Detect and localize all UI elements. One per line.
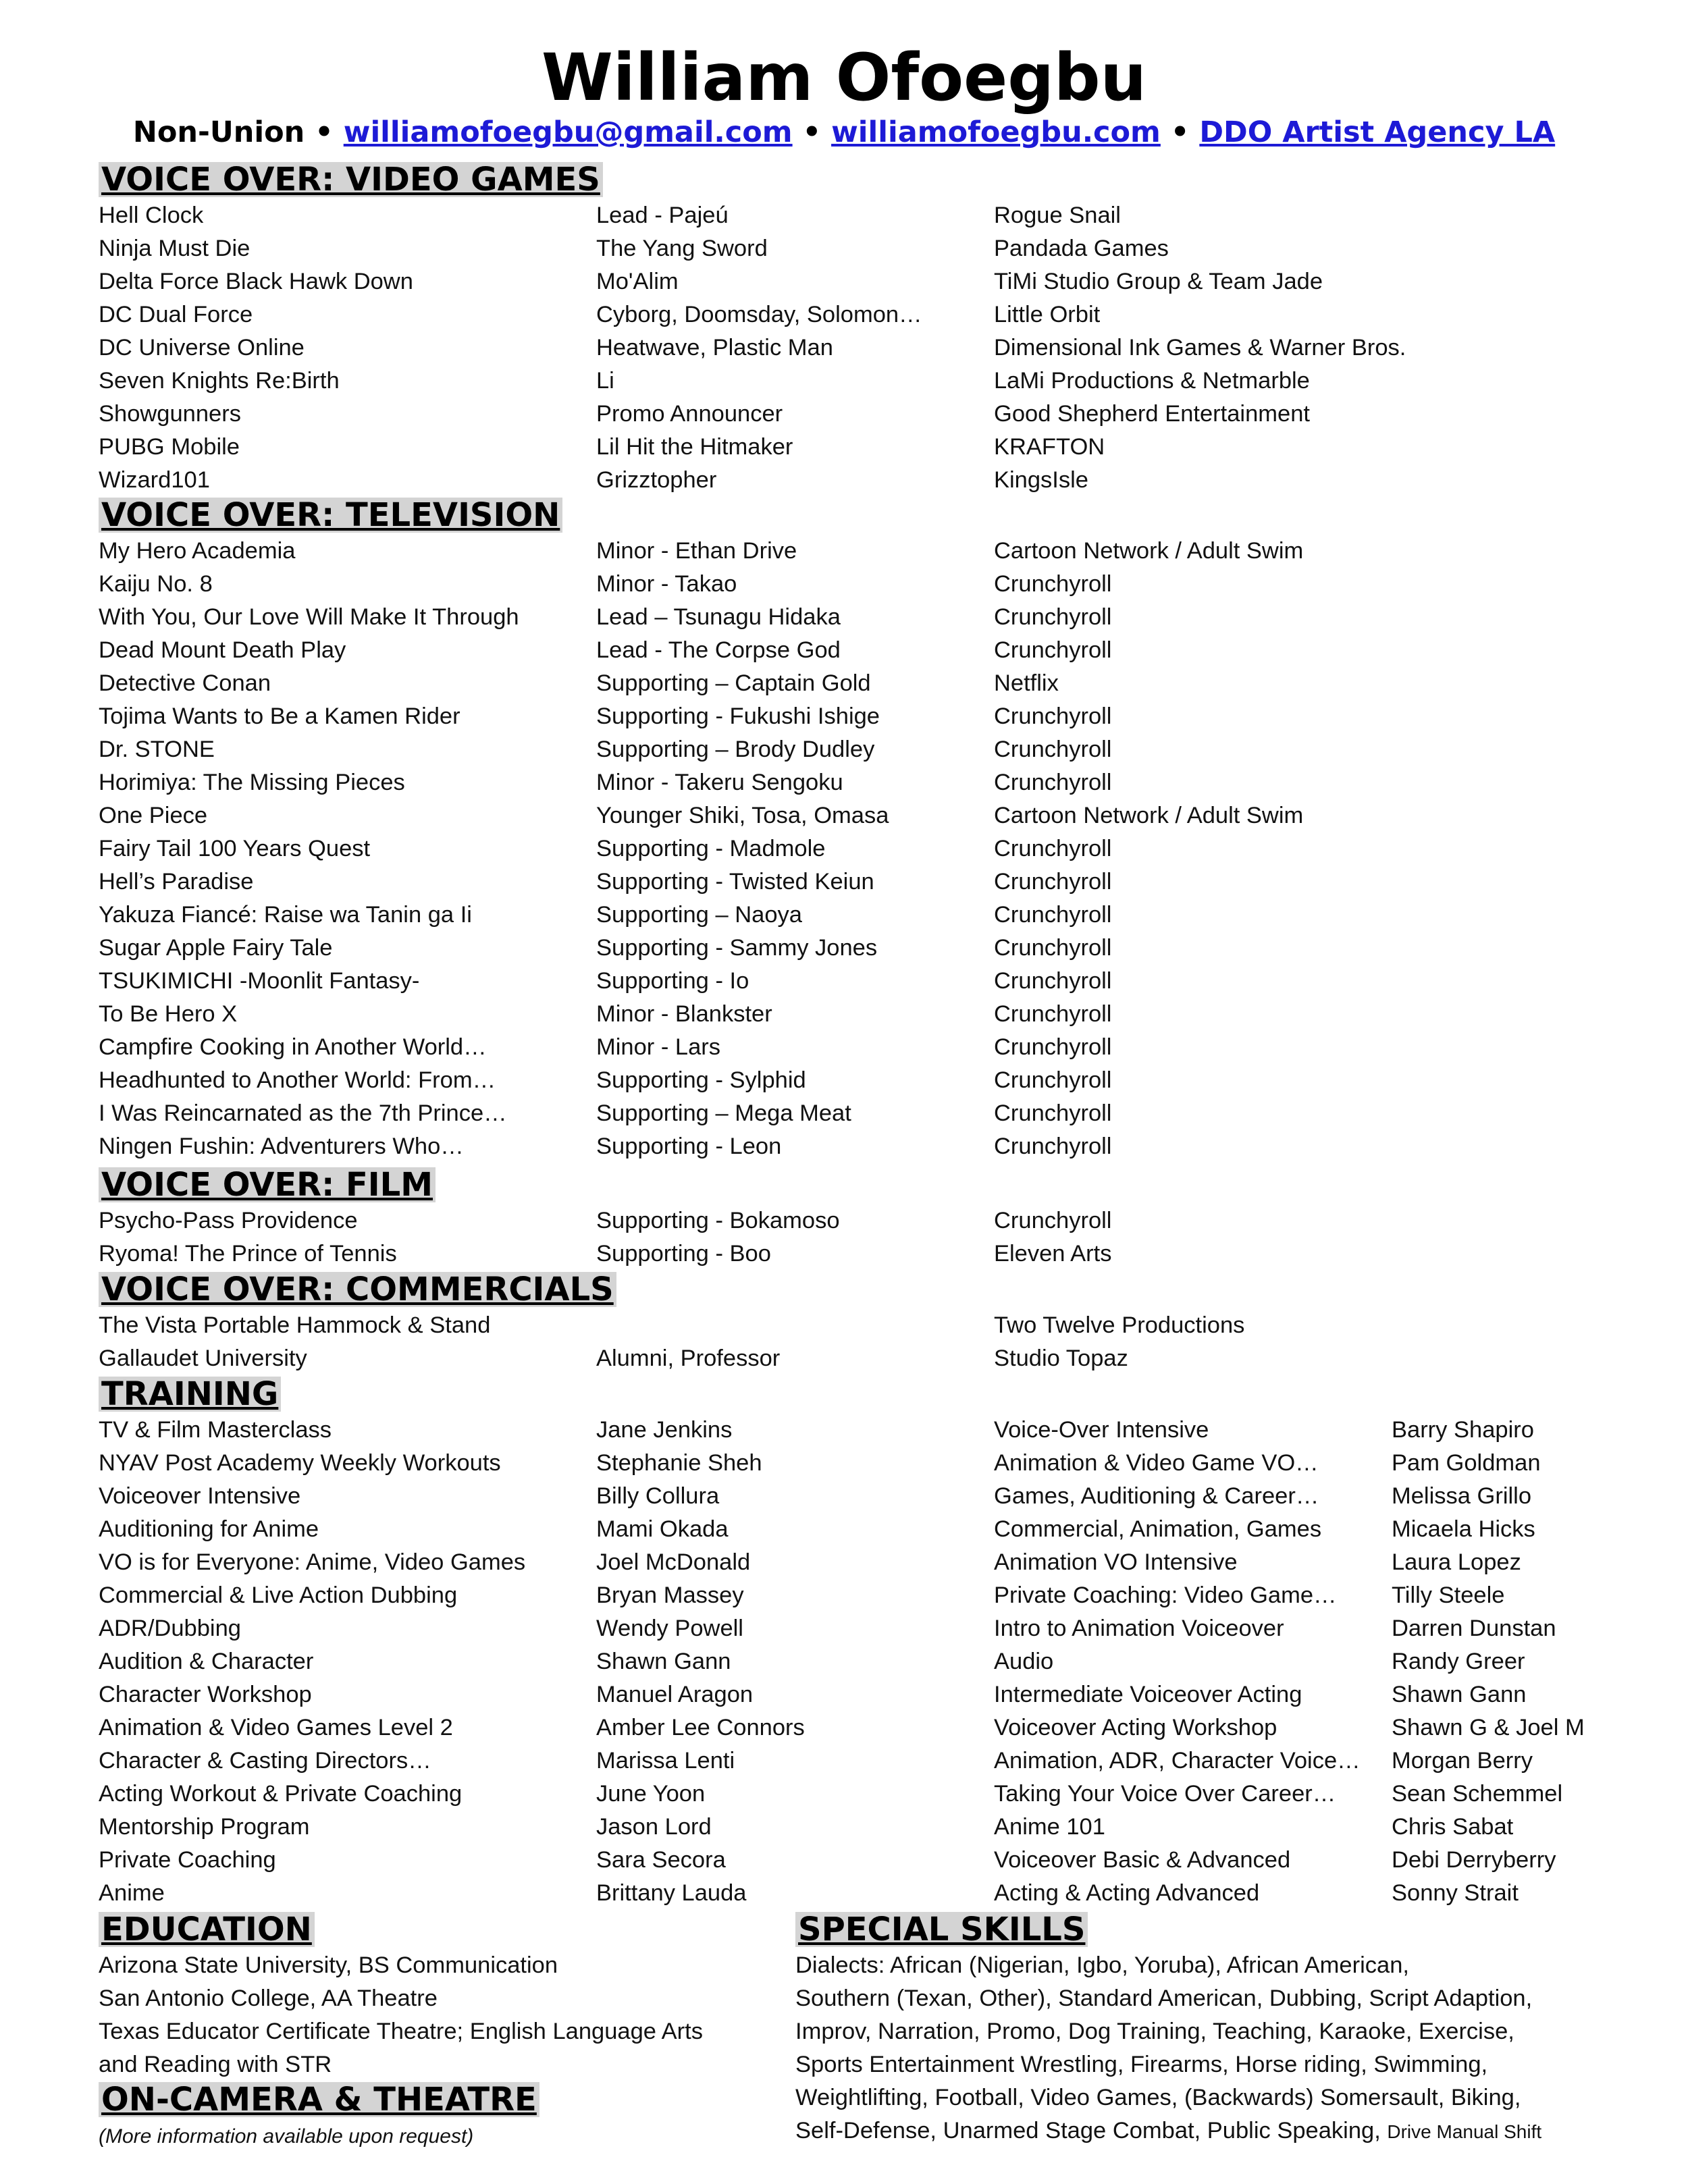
title-cell: Sugar Apple Fairy Tale [99,935,333,961]
role-cell: Supporting - Twisted Keiun [596,869,874,895]
credit-row [0,1064,1688,1097]
role-cell: Minor - Takao [596,571,737,597]
company-cell: Studio Topaz [994,1346,1128,1371]
company-cell: Crunchyroll [994,571,1112,597]
skills-line: Sports Entertainment Wrestling, Firearms, Horse riding, Swimming, [795,2052,1488,2077]
instructor-cell: Chris Sabat [1392,1814,1514,1840]
title-cell: ADR/Dubbing [99,1616,241,1641]
title-cell: Character Workshop [99,1682,312,1707]
title-cell: Psycho-Pass Providence [99,1208,358,1233]
title-cell: Showgunners [99,401,241,427]
education-line: Arizona State University, BS Communication [99,1952,558,1978]
company-cell: Voiceover Acting Workshop [994,1715,1277,1740]
credit-row [0,1414,1688,1447]
company-cell: Two Twelve Productions [994,1312,1245,1338]
credit-row [0,1130,1688,1163]
credit-row [0,1579,1688,1612]
company-cell: Crunchyroll [994,869,1112,895]
role-cell: Lead - The Corpse God [596,637,841,663]
title-cell: Character & Casting Directors… [99,1748,431,1774]
role-cell: Joel McDonald [596,1549,751,1575]
title-cell: Audition & Character [99,1649,314,1674]
credit-row [0,998,1688,1031]
skills-line: Southern (Texan, Other), Standard American, Dubbing, Script Adaption, [795,1986,1533,2011]
company-cell: Crunchyroll [994,1134,1112,1159]
title-cell: With You, Our Love Will Make It Through [99,604,519,630]
company-cell: Crunchyroll [994,737,1112,762]
role-cell: Lead - Pajeú [596,203,729,228]
role-cell: Brittany Lauda [596,1880,747,1906]
title-cell: Kaiju No. 8 [99,571,213,597]
role-cell: Supporting - Leon [596,1134,782,1159]
role-cell: Heatwave, Plastic Man [596,335,833,361]
company-cell: Crunchyroll [994,770,1112,795]
section-header-film: VOICE OVER: FILM [99,1167,436,1202]
section-header-training: TRAINING [99,1377,281,1412]
credit-row [0,733,1688,766]
role-cell: Amber Lee Connors [596,1715,805,1740]
title-cell: Yakuza Fiancé: Raise wa Tanin ga Ii [99,902,472,928]
separator-bullet: • [315,115,334,149]
credit-row [0,865,1688,899]
section-header-video-games: VOICE OVER: VIDEO GAMES [99,162,603,197]
title-cell: DC Universe Online [99,335,305,361]
credit-row [0,700,1688,733]
credit-row [0,832,1688,865]
agency-link[interactable]: DDO Artist Agency LA [1199,115,1556,149]
credit-row [0,365,1688,398]
section-header-commercials: VOICE OVER: COMMERCIALS [99,1272,616,1307]
credit-row [0,1678,1688,1711]
credit-row [0,232,1688,265]
company-cell: Rogue Snail [994,203,1121,228]
company-cell: Crunchyroll [994,968,1112,994]
company-cell: Crunchyroll [994,1100,1112,1126]
title-cell: TV & Film Masterclass [99,1417,332,1443]
title-cell: Horimiya: The Missing Pieces [99,770,405,795]
company-cell: Crunchyroll [994,1001,1112,1027]
title-cell: Auditioning for Anime [99,1516,319,1542]
role-cell: Supporting – Naoya [596,902,802,928]
title-cell: Voiceover Intensive [99,1483,301,1509]
skills-line: Improv, Narration, Promo, Dog Training, Teaching, Karaoke, Exercise, [795,2019,1514,2044]
title-cell: The Vista Portable Hammock & Stand [99,1312,491,1338]
education-line: Texas Educator Certificate Theatre; English Language Arts [99,2019,703,2044]
company-cell: Crunchyroll [994,703,1112,729]
company-cell: Pandada Games [994,236,1169,261]
actor-name: William Ofoegbu [542,40,1146,115]
credit-row [0,535,1688,568]
credit-row [0,1744,1688,1778]
title-cell: Ninja Must Die [99,236,250,261]
credit-row [0,1480,1688,1513]
company-cell: Intermediate Voiceover Acting [994,1682,1302,1707]
company-cell: Audio [994,1649,1054,1674]
title-cell: Dead Mount Death Play [99,637,346,663]
role-cell: Supporting - Boo [596,1241,771,1267]
credit-row [0,1204,1688,1237]
title-cell: Commercial & Live Action Dubbing [99,1582,458,1608]
credit-row [0,601,1688,634]
instructor-cell: Melissa Grillo [1392,1483,1532,1509]
title-cell: Tojima Wants to Be a Kamen Rider [99,703,460,729]
company-cell: Netflix [994,670,1059,696]
credit-row [0,634,1688,667]
credit-row [0,1342,1688,1375]
credit-row [0,799,1688,832]
role-cell: Supporting – Mega Meat [596,1100,851,1126]
title-cell: My Hero Academia [99,538,296,564]
credit-row [0,1237,1688,1271]
title-cell: Detective Conan [99,670,271,696]
title-cell: One Piece [99,803,208,828]
role-cell: Shawn Gann [596,1649,731,1674]
role-cell: Lead – Tsunagu Hidaka [596,604,841,630]
company-cell: KingsIsle [994,467,1088,493]
company-cell: Acting & Acting Advanced [994,1880,1260,1906]
role-cell: Supporting - Bokamoso [596,1208,840,1233]
role-cell: Supporting - Sylphid [596,1067,806,1093]
company-cell: Good Shepherd Entertainment [994,401,1310,427]
credit-row [0,1097,1688,1130]
title-cell: I Was Reincarnated as the 7th Prince… [99,1100,507,1126]
role-cell: Supporting - Fukushi Ishige [596,703,880,729]
role-cell: Supporting - Sammy Jones [596,935,878,961]
role-cell: Supporting - Io [596,968,749,994]
company-cell: Crunchyroll [994,637,1112,663]
union-status: Non-Union [132,115,305,149]
credit-row [0,464,1688,497]
credit-row [0,965,1688,998]
credit-row [0,1645,1688,1678]
role-cell: Sara Secora [596,1847,726,1873]
skills-line: Weightlifting, Football, Video Games, (Backwards) Somersault, Biking, [795,2085,1521,2110]
credit-row [0,766,1688,799]
role-cell: Mami Okada [596,1516,729,1542]
credit-row [0,1877,1688,1910]
title-cell: Campfire Cooking in Another World… [99,1034,487,1060]
credit-row [0,331,1688,365]
on-camera-note: (More information available upon request) [99,2125,474,2148]
instructor-cell: Laura Lopez [1392,1549,1521,1575]
credit-row [0,1031,1688,1064]
role-cell: Li [596,368,614,394]
role-cell: Alumni, Professor [596,1346,781,1371]
credit-row [0,1844,1688,1877]
instructor-cell: Sean Schemmel [1392,1781,1563,1807]
title-cell: Ryoma! The Prince of Tennis [99,1241,397,1267]
role-cell: Jason Lord [596,1814,712,1840]
role-cell: Stephanie Sheh [596,1450,762,1476]
title-cell: PUBG Mobile [99,434,240,460]
role-cell: Supporting – Captain Gold [596,670,871,696]
role-cell: Lil Hit the Hitmaker [596,434,793,460]
title-cell: Private Coaching [99,1847,276,1873]
skills-line-last [795,2114,1541,2148]
section-header-on-camera-theatre: ON-CAMERA & THEATRE [99,2082,539,2117]
title-cell: Acting Workout & Private Coaching [99,1781,463,1807]
role-cell: Bryan Massey [596,1582,744,1608]
title-cell: TSUKIMICHI -Moonlit Fantasy- [99,968,420,994]
credit-row [0,667,1688,700]
company-cell: Crunchyroll [994,1208,1112,1233]
role-cell: Younger Shiki, Tosa, Omasa [596,803,889,828]
title-cell: Hell Clock [99,203,204,228]
company-cell: Crunchyroll [994,1034,1112,1060]
credit-row [0,1447,1688,1480]
company-cell: Crunchyroll [994,1067,1112,1093]
company-cell: Private Coaching: Video Game… [994,1582,1337,1608]
credit-row [0,1612,1688,1645]
company-cell: Crunchyroll [994,935,1112,961]
role-cell: Manuel Aragon [596,1682,754,1707]
role-cell: Minor - Lars [596,1034,721,1060]
instructor-cell: Morgan Berry [1392,1748,1533,1774]
website-link[interactable]: williamofoegbu.com [831,115,1161,149]
education-line: and Reading with STR [99,2052,332,2077]
company-cell: Crunchyroll [994,836,1112,861]
credit-row [0,1811,1688,1844]
title-cell: Seven Knights Re:Birth [99,368,340,394]
title-cell: Mentorship Program [99,1814,310,1840]
skills-small-text: Drive Manual Shift [1387,2121,1542,2142]
credit-row [0,1546,1688,1579]
credit-row [0,1778,1688,1811]
credit-row [0,932,1688,965]
credit-row [0,1309,1688,1342]
separator-bullet: • [802,115,822,149]
company-cell: Crunchyroll [994,604,1112,630]
credit-row [0,1513,1688,1546]
instructor-cell: Shawn Gann [1392,1682,1527,1707]
credit-row [0,899,1688,932]
company-cell: Dimensional Ink Games & Warner Bros. [994,335,1406,361]
credit-row [0,1711,1688,1744]
company-cell: Animation VO Intensive [994,1549,1238,1575]
credit-row [0,199,1688,232]
company-cell: Little Orbit [994,302,1101,327]
title-cell: Ningen Fushin: Adventurers Who… [99,1134,464,1159]
company-cell: Crunchyroll [994,902,1112,928]
credit-row [0,398,1688,431]
instructor-cell: Darren Dunstan [1392,1616,1556,1641]
role-cell: June Yoon [596,1781,706,1807]
education-line: San Antonio College, AA Theatre [99,1986,438,2011]
company-cell: KRAFTON [994,434,1105,460]
instructor-cell: Barry Shapiro [1392,1417,1534,1443]
skills-line-text: Self-Defense, Unarmed Stage Combat, Public Speaking, [795,2118,1381,2143]
title-cell: Delta Force Black Hawk Down [99,269,413,294]
role-cell: Cyborg, Doomsday, Solomon… [596,302,922,327]
company-cell: Eleven Arts [994,1241,1112,1267]
role-cell: Jane Jenkins [596,1417,733,1443]
title-cell: NYAV Post Academy Weekly Workouts [99,1450,501,1476]
title-cell: To Be Hero X [99,1001,238,1027]
title-cell: VO is for Everyone: Anime, Video Games [99,1549,526,1575]
role-cell: Wendy Powell [596,1616,743,1641]
role-cell: Supporting - Madmole [596,836,826,861]
instructor-cell: Randy Greer [1392,1649,1525,1674]
role-cell: Mo'Alim [596,269,679,294]
title-cell: Headhunted to Another World: From… [99,1067,496,1093]
title-cell: Dr. STONE [99,737,215,762]
role-cell: Minor - Takeru Sengoku [596,770,843,795]
role-cell: Minor - Ethan Drive [596,538,797,564]
credit-row [0,568,1688,601]
instructor-cell: Pam Goldman [1392,1450,1541,1476]
company-cell: LaMi Productions & Netmarble [994,368,1310,394]
instructor-cell: Shawn G & Joel M [1392,1715,1585,1740]
role-cell: Minor - Blankster [596,1001,772,1027]
company-cell: Animation & Video Game VO… [994,1450,1319,1476]
role-cell: Supporting – Brody Dudley [596,737,875,762]
email-link[interactable]: williamofoegbu@gmail.com [343,115,793,149]
company-cell: Taking Your Voice Over Career… [994,1781,1336,1807]
company-cell: Cartoon Network / Adult Swim [994,538,1304,564]
title-cell: Gallaudet University [99,1346,307,1371]
company-cell: Voice-Over Intensive [994,1417,1209,1443]
separator-bullet: • [1170,115,1190,149]
company-cell: Games, Auditioning & Career… [994,1483,1319,1509]
title-cell: Hell’s Paradise [99,869,254,895]
title-cell: DC Dual Force [99,302,253,327]
section-header-special-skills: SPECIAL SKILLS [795,1912,1088,1947]
role-cell: Grizztopher [596,467,717,493]
title-cell: Anime [99,1880,165,1906]
company-cell: Anime 101 [994,1814,1105,1840]
credit-row [0,265,1688,298]
role-cell: Marissa Lenti [596,1748,735,1774]
company-cell: Animation, ADR, Character Voice… [994,1748,1361,1774]
instructor-cell: Debi Derryberry [1392,1847,1556,1873]
company-cell: TiMi Studio Group & Team Jade [994,269,1323,294]
company-cell: Voiceover Basic & Advanced [994,1847,1291,1873]
credit-row [0,298,1688,331]
title-cell: Wizard101 [99,467,210,493]
title-cell: Animation & Video Games Level 2 [99,1715,453,1740]
title-cell: Fairy Tail 100 Years Quest [99,836,371,861]
company-cell: Intro to Animation Voiceover [994,1616,1284,1641]
credit-row [0,431,1688,464]
role-cell: Billy Collura [596,1483,720,1509]
role-cell: The Yang Sword [596,236,768,261]
section-header-education: EDUCATION [99,1912,315,1947]
contact-line [0,111,1688,153]
company-cell: Cartoon Network / Adult Swim [994,803,1304,828]
instructor-cell: Sonny Strait [1392,1880,1519,1906]
instructor-cell: Micaela Hicks [1392,1516,1535,1542]
instructor-cell: Tilly Steele [1392,1582,1505,1608]
company-cell: Commercial, Animation, Games [994,1516,1322,1542]
skills-line: Dialects: African (Nigerian, Igbo, Yoruba), African American, [795,1952,1409,1978]
role-cell: Promo Announcer [596,401,783,427]
section-header-television: VOICE OVER: TELEVISION [99,498,562,533]
